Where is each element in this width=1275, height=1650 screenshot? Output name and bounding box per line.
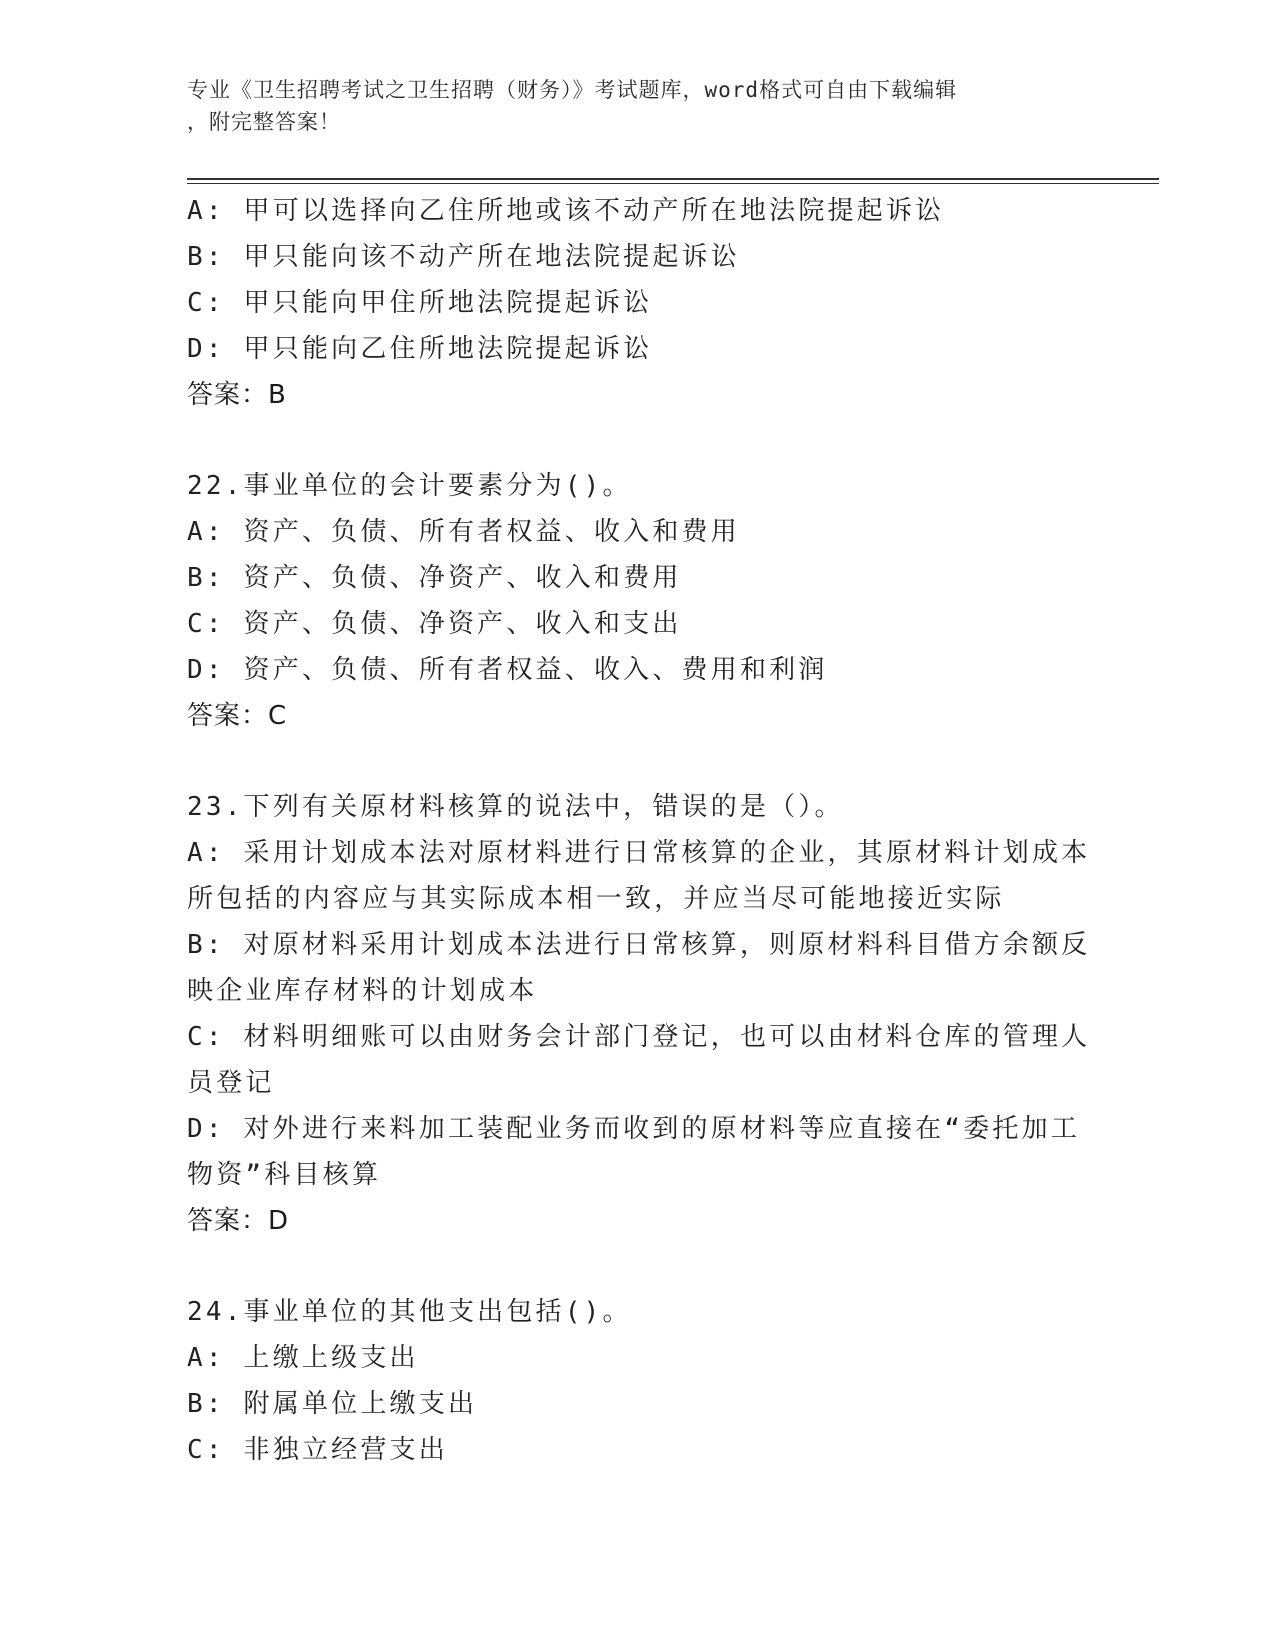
option-b-line-2: 映企业库存材料的计划成本 <box>187 976 538 1006</box>
option-c-line-1: C: 材料明细账可以由财务会计部门登记，也可以由材料仓库的管理人 <box>187 1022 1091 1052</box>
option-d-line-1: D: 对外进行来料加工装配业务而收到的原材料等应直接在“委托加工 <box>187 1114 1081 1144</box>
header-divider-thin <box>187 183 1159 184</box>
question-list <box>187 188 1091 1473</box>
header-line-2: ，附完整答案！ <box>187 110 341 134</box>
answer-text: 答案：C <box>187 701 288 731</box>
question-stem: 24.事业单位的其他支出包括()。 <box>187 1297 632 1327</box>
option-d: D: 甲只能向乙住所地法院提起诉讼 <box>187 334 653 364</box>
option-a-line-2: 所包括的内容应与其实际成本相一致，并应当尽可能地接近实际 <box>187 884 1005 914</box>
option-b: B: 附属单位上缴支出 <box>187 1389 478 1419</box>
option-c: C: 甲只能向甲住所地法院提起诉讼 <box>187 288 653 318</box>
answer-text: 答案：B <box>187 380 287 410</box>
option-c-line-2: 员登记 <box>187 1068 275 1098</box>
question-22 <box>187 463 1087 739</box>
option-a-line-1: A: 采用计划成本法对原材料进行日常核算的企业，其原材料计划成本 <box>187 838 1091 868</box>
spacer <box>187 739 1087 784</box>
option-b: B: 甲只能向该不动产所在地法院提起诉讼 <box>187 242 740 272</box>
question-21 <box>187 188 1087 418</box>
question-stem: 23.下列有关原材料核算的说法中，错误的是（）。 <box>187 792 844 822</box>
spacer <box>187 418 1087 463</box>
answer-text: 答案：D <box>187 1206 290 1236</box>
question-stem: 22.事业单位的会计要素分为()。 <box>187 471 632 501</box>
option-d-line-2: 物资”科目核算 <box>187 1160 382 1190</box>
option-a: A: 上缴上级支出 <box>187 1343 419 1373</box>
header-line-1: 专业《卫生招聘考试之卫生招聘（财务）》考试题库，word格式可自由下载编辑 <box>187 78 958 102</box>
option-b-line-1: B: 对原材料采用计划成本法进行日常核算，则原材料科目借方余额反 <box>187 930 1091 960</box>
option-c: C: 非独立经营支出 <box>187 1435 448 1465</box>
option-a: A: 甲可以选择向乙住所地或该不动产所在地法院提起诉讼 <box>187 196 945 226</box>
document-header <box>187 74 1067 138</box>
option-c: C: 资产、负债、净资产、收入和支出 <box>187 609 682 639</box>
question-23 <box>187 784 1091 1244</box>
spacer <box>187 1244 1087 1289</box>
option-a: A: 资产、负债、所有者权益、收入和费用 <box>187 517 740 547</box>
question-24 <box>187 1289 1087 1473</box>
header-divider-thick <box>187 178 1159 180</box>
option-d: D: 资产、负债、所有者权益、收入、费用和利润 <box>187 655 828 685</box>
option-b: B: 资产、负债、净资产、收入和费用 <box>187 563 682 593</box>
